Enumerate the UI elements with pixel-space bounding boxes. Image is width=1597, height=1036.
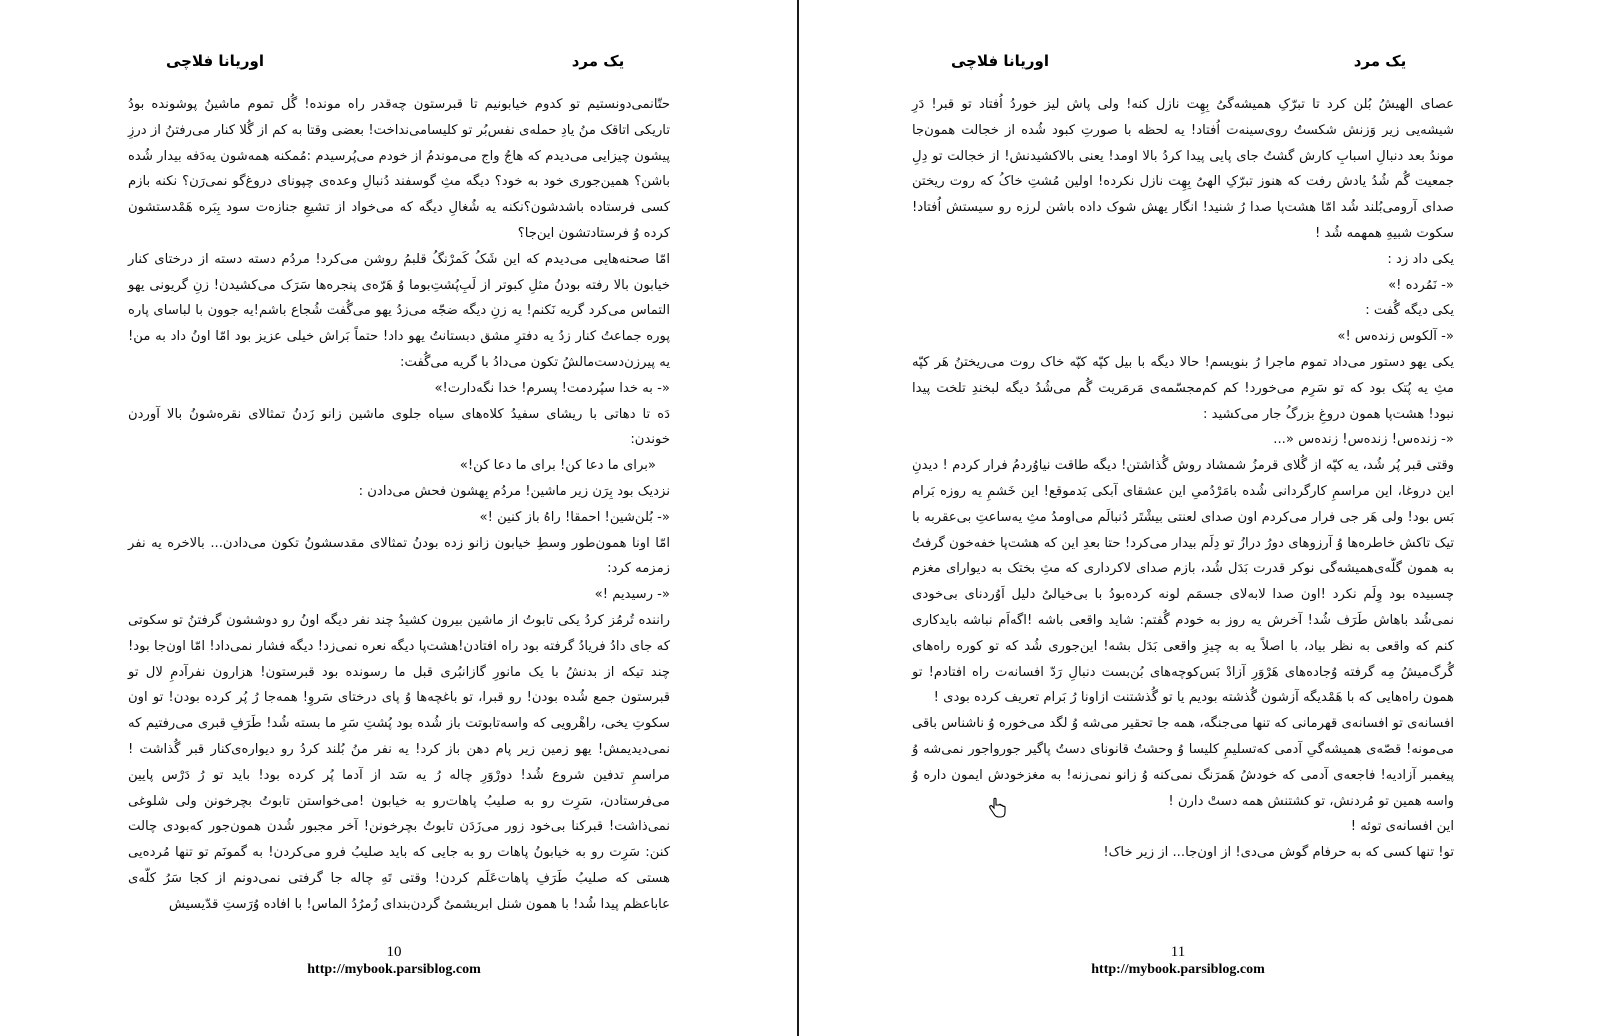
header-author-name: اوریانا فلاچی bbox=[165, 52, 265, 70]
paragraph: راننده تُرمُز کردُ یکی تابوتُ از ماشین بیرون کشیدُ چند نفر دیگه اونُ رو دوششون گرفتنُ تو سکوتی که جای دادُ فریادُ گرفته بود راه افتادن!هشت‌پا دیگه نعره نمی‌زد! دیگه فشار نمی‌داد! امّا اون‌جا بود! چند تیکه از بدنشُ با یک مانورِ گازانبُری قبل ما رسونده بود قبرستون! هزارون نفرآدمِ لال تو قبرستون جمع شُده بودن! رو قبرا، تو باغچه‌ها وُ پای درختای سَروِ! همه‌جا رُ پُر کرده بودن! تو اون سکوتِ یخی، راهْرویی که واسه‌تابوتت باز شُده بود پُشتِ سَرِ ما بسته شُد! طَرَفِ قبری می‌رفتیم که نمی‌دیدیمش! یهو زمین زیر پام دهن باز کرد! یه نفر منُ بُلند کردُ رو دیواره‌ی‌کنار قبر گُذاشت !مراسمِ تدفین شروع شُد! دورْوَرِ چاله رُ یه سَد از آدما پُر کرده بود! باید تو رُ دَرْس پایین می‌فرستادن، سَرِت رو به صلیبُ پاهات‌رو به خیابون !می‌خواستن تابوتُ بچرخونن ولی شلوغی نمی‌ذاشت! قبرکنا بی‌خود زور می‌زَدَن تابوتُ بچرخونن! آخر مجبور شُدن همون‌جور که‌بودی چالت کنن: سَرِت رو به خیابونُ پاهات رو به جایی که باید صلیبُ فرو می‌کردن! به گمونَم تو تنها مُرده‌یی هستی که صلیبُ طَرَفِ پاهات‌عَلَم کردن! وقتی تَهِ چاله جا گرفتی نمی‌دونم از کجا سَرُ کلّه‌ی عاباعظم پیدا شُد! با همون شنل ابریشمیُ گردن‌بندای زُمرُدُ الماس! با افاده وُرَستِ قدّیسیش bbox=[128, 612, 670, 912]
hand-cursor-icon bbox=[987, 797, 1007, 819]
quote-line: «- آلکوس زنده‌س !» bbox=[1337, 329, 1454, 345]
paragraph: دَه تا دهاتی با ریشای سفیدُ کلاه‌های سیاه جلوی ماشین زانو زَدنُ تمثالای نقره‌شونُ بالا آوردن خوندن: bbox=[128, 406, 670, 448]
paragraph: امّا اونا همون‌طور وسطِ خیابون زانو زده بودنُ تمثالای مقدسشونُ تکون می‌دادن... بالاخره یه نفر زمزمه کرد: bbox=[128, 535, 670, 577]
page-number: 11 bbox=[1170, 944, 1186, 960]
paragraph: وقتی قبر پُر شُد، یه کپّه از گُلای قرمزُ شمشاد روش گُذاشتن! دیگه طاقت نیاوُردمُ فرار کردم ! دیدنِ این دروغا، این مراسمِ کارگردانی شُده بامَرْدُمیِ این عشقای آبکی بَدموقع! این خَشمِ یه روزه بَرام بَس بود! ولی هَر جی فرار می‌کردم اون صدای لعنتی بیشْتَر دُنبالَم می‌اومدُ مثِ یه‌ساعتِ بی‌عقربه با تیک تاکش خاطره‌ها وُ آرزوهای دورُ درازُ تو دِلَم بیدار می‌کرد! حتا بعدِ این که هشت‌پا خفه‌خون گرفتُ به همون گلّه‌ی‌همیشه‌گی نوکر قدرت بَدَل شُد، بازم صدای لاکرداری که مثِ بختک به دیوارای مغزم چسبیده بود وِلَم نکرد !اون صدا لابه‌لای جسمَم لونه کرده‌بودُ با بی‌خیالیُ دلیل اَوُردنای بی‌خودی نمی‌شُد باهاش طَرَف شُد! آخرش یه روز به خودم گُفتم: شاید واقعی باشه !اگه‌اَم نباشه بایدکاری کنم که واقعی به نظر بیاد، با اصلاً یه به چیزِ واقعی بَدَل بشه! این‌جوری شُد که تو کوره راه‌های گُرگ‌میشُ مِه گرفته وُجاده‌های هَرْوَرِ آزادْ بَس‌کوچه‌های بُن‌بست دنبالِ رَدّ افسانه‌ت راه افتادم! تو همون راه‌هایی که با هَمْدیگه آزشون گُذشته بودیم یا تو گُذشتنت ازاونا رُ بَرام تعریف کرده بودی ! bbox=[912, 458, 1454, 706]
header-book-title: یک مرد bbox=[1353, 52, 1407, 70]
left-page-body bbox=[128, 92, 670, 918]
quote-line: «- به خدا سپُردمت! پسرم! خدا نگه‌دارت!» bbox=[434, 380, 670, 396]
header-book-title: یک مرد bbox=[571, 52, 625, 70]
header-author-name: اوریانا فلاچی bbox=[950, 52, 1050, 70]
paragraph: یکی دیگه گُفت : bbox=[1365, 303, 1454, 319]
quote-line: «برای ما دعا کن! برای ما دعا کن!» bbox=[459, 458, 656, 474]
paragraph: یکی یهو دستور می‌داد تموم ماجرا رُ بنویسم! حالا دیگه با بیل کپّه کپّه خاک روت می‌ریختنُ هَر کپّه مثِ یه پُتک بود که تو سَرِم می‌خورد! کم کم‌مجسّمه‌ی مَرمَریت گُم می‌شُدُ دیگه لبخندِ تلخت پیدا نبود! هشت‌پا همون دروغِ بزرگُ جار می‌کشید : bbox=[912, 354, 1454, 422]
paragraph: نزدیک بود بِرَن زیر ماشین! مردُم بِهشون فحش می‌دادن : bbox=[358, 483, 670, 499]
right-page bbox=[799, 0, 1597, 1036]
quote-line: «- نَمُرده !» bbox=[1388, 277, 1454, 293]
paragraph: یکی داد زد : bbox=[1387, 251, 1454, 267]
footer-url[interactable]: http://mybook.parsiblog.com bbox=[307, 962, 481, 977]
paragraph: تو! تنها کسی که به حرفام گوش می‌دی! از اون‌جا... از زیر خاک! bbox=[1103, 845, 1454, 861]
paragraph: این افسانه‌ی توئه ! bbox=[1350, 819, 1454, 835]
right-page-body bbox=[912, 92, 1454, 866]
paragraph: امّا صحنه‌هایی می‌دیدم که این شَکُ کَمرْنگُ قلبمُ روشن می‌کرد! مردُم دسته دسته از درختای کنار خیابون بالا رفته بودنُ مثلِ کبوتر از لَبِ‌پُشتِ‌بوما وُ هَرّه‌ی پنجره‌ها سَرَک می‌کشیدن! زنِ گریونی یهو التماس می‌کرد گریه نَکنم! یه زنِ دیگه ضجّه می‌زدُ یهو می‌گُفت شُجاع باشم!یه جوون با لباسای پاره پوره جماعتُ کنار زدُ یه دفترِ مشق دبستانتُ یهو داد! حتماً بَراش خیلی عزیز بود امّا اونُ داد به من! یه پیرزن‌دست‌مالشُ تکون می‌دادُ با گریه می‌گُفت: bbox=[128, 251, 670, 370]
quote-line: «- بُلن‌شین! احمقا! راهُ باز کنین !» bbox=[479, 509, 670, 525]
footer-url[interactable]: http://mybook.parsiblog.com bbox=[1091, 962, 1265, 977]
paragraph: افسانه‌ی تو افسانه‌ی قهرمانی که تنها می‌جنگه، همه جا تحقیر می‌شه وُ لگد می‌خوره وُ ناشناس باقی می‌مونه! قصّه‌ی همیشه‌گیِ آدمی که‌تسلیمِ کلیسا وُ وحشتُ قانونای دستُ پاگیر جوروا‌جور نمی‌شه وُ پیغمبر آزادیه! فاجعه‌ی آدمی که خودشُ هَمرَنگ نمی‌کنه وُ زانو نمی‌زنه! به مغزخودش ایمون داره وُ واسه همین تو مُردنش، تو کشتنش همه دستْ دارن ! bbox=[912, 716, 1454, 809]
left-page bbox=[0, 0, 798, 1036]
quote-line: «- رسیدیم !» bbox=[594, 587, 670, 603]
quote-line: «- زنده‌س! زنده‌س! زنده‌س «... bbox=[1273, 432, 1454, 448]
paragraph: عصای الهیشُ بُلن کرد تا تبرّکِ همیشه‌گیُ بِهِت نازل کنه! ولی پاش لیز خوردُ اُفتاد تو قبر! دَرِ شیشه‌یی زیر وَزنش شکستُ روی‌سینه‌ت اُفتاد! یه لحظه با صورتِ کبود شُده از خجالت همون‌جا موندُ بعد دنبالِ اسبابِ کارش گشتُ جای پایی پیدا کردُ بالا اومد! یعنی بالاکشیدنش! از خجالت تو دِلِ جمعیت گُم شُدُ یادش رفت که هنوز تبرّکِ الهیُ بِهِت نازل نکرده! اولین مُشتِ خاکُ که روت ریختن صدای آرومی‌بُلند شُد امّا هشت‌پا صدا رُ شنید! انگار یهش شوک داده باشن لرزه رو سیستش اُفتاد! سکوت شبیهِ همهمه شُد ! bbox=[912, 97, 1454, 241]
page-number: 10 bbox=[386, 944, 402, 960]
paragraph: حتّانمی‌دونستیم تو کدوم خیابونیم تا قبرستون چه‌قدر راه مونده! گُل تموم ماشینُ پوشونده بودُ تاریکی اتاقک منُ یادِ حمله‌ی نفس‌بُر تو کلیسامی‌نداخت! بعضی وقتا به کم از گُلا کنار می‌رفتنُ از درزِ پیشون چیزایی می‌دیدم که هاجُ واج می‌موندمُ از خودم می‌پُرسیدم :مُمکنه همه‌شون یه‌دَفه بیدار شُده باشن؟ همین‌جوری خود به خود؟ دیگه مثِ گوسفند دُنبالِ وعده‌ی چپونای دروغ‌گو نمی‌رَن؟ نکنه بازم کسی فرستاده باشدشون؟نکنه یه شُغالِ دیگه که می‌خواد از تشیعِ جنازه‌ت سود بِبَره هَمْدستشون کرده وُ فرستادتشون این‌جا؟ bbox=[128, 97, 670, 241]
